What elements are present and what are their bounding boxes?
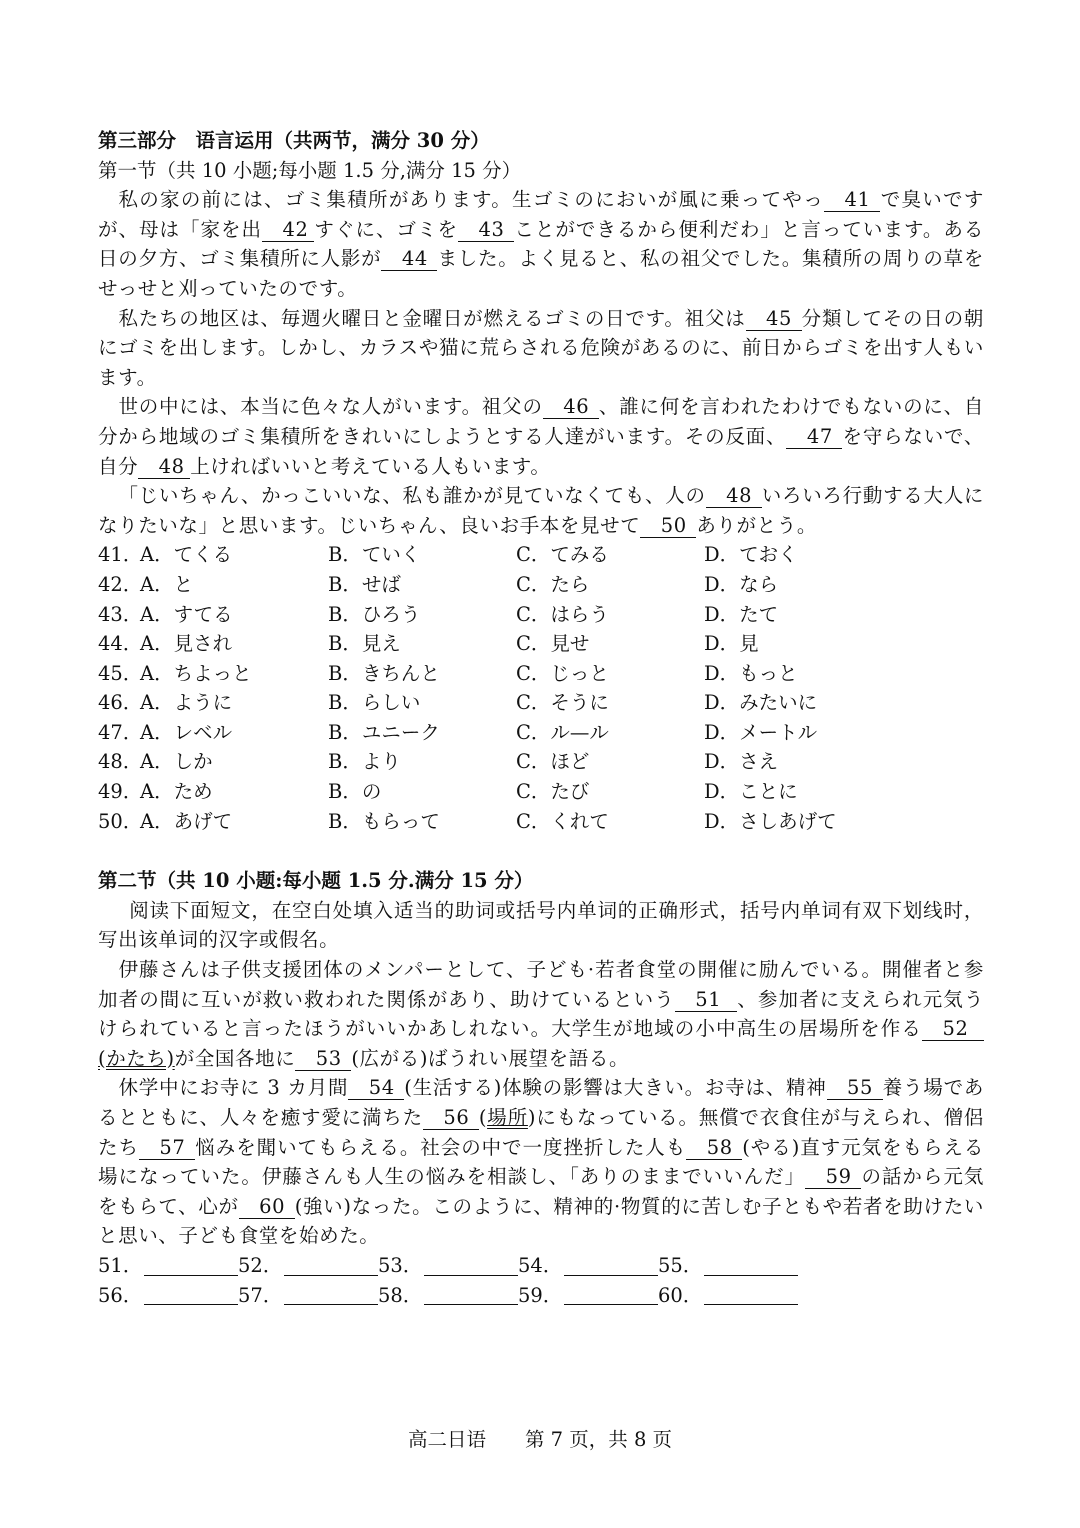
question-number: 46． bbox=[98, 691, 143, 715]
blank-52[interactable]: 52 bbox=[922, 1018, 984, 1041]
option-d[interactable]: D．なら bbox=[704, 572, 779, 596]
answer-line[interactable] bbox=[424, 1259, 518, 1276]
option-d[interactable]: D．ておく bbox=[704, 543, 798, 567]
option-b[interactable]: B．らしい bbox=[328, 691, 421, 715]
option-c[interactable]: C．てみる bbox=[516, 543, 609, 567]
option-d[interactable]: D．見 bbox=[704, 632, 759, 656]
option-d[interactable]: D．みたいに bbox=[704, 691, 818, 715]
passage2-paragraph-2: 休学中にお寺に 3 カ月間 54 (生活する)体験の影響は大きい。お寺は、精神 55 養う場であるとともに、人々を癒す愛に満ちた 56 (場所)にもなっている。無償で衣食住が与えられ、僧侶たち 57 悩みを聞いてもらえる。社会の中で一度挫折した人も 58 (やる)直す元気をもらえる場になっていた。伊藤さんも人生の悩みを相談し、「ありのままでいいんだ」 59 の話から元気をもらて、心が 60 (強い)なった。このように、精神的·物質的に苦しむ子ともや若者を助けたいと思い、子ども食堂を始めた。 bbox=[98, 1076, 985, 1248]
part3-title: 第三部分 语言运用（共两节，满分 30 分） bbox=[98, 129, 490, 152]
question-number: 42． bbox=[98, 572, 143, 596]
option-a[interactable]: A．てくる bbox=[140, 543, 233, 567]
blank-57[interactable]: 57 bbox=[139, 1137, 195, 1160]
option-a[interactable]: A．ため bbox=[140, 780, 213, 804]
option-a[interactable]: A．あげて bbox=[140, 809, 233, 833]
answer-slot[interactable]: 58． bbox=[378, 1281, 518, 1311]
blank-49[interactable]: 48 bbox=[706, 485, 762, 508]
option-a[interactable]: A．レベル bbox=[140, 720, 233, 744]
answer-slot[interactable]: 51． bbox=[98, 1251, 238, 1281]
question-number: 48． bbox=[98, 750, 143, 774]
multiple-choice-list bbox=[98, 540, 984, 836]
word-60: (強い) bbox=[294, 1194, 352, 1218]
passage2-paragraph-1: 伊藤さんは子供支援团体のメンパーとして、子ども·若者食堂の開催に励んでいる。開催者と参加者の間に互いが救い救われた関係があり、助けているという 51 、参加者に支えられ元気うけられていると言ったほうがいいかあしれない。大学生が地域の小中高生の居場所を作る 52(かたち)が全国各地に 53 (広がる)ばうれい展望を語る。 bbox=[98, 958, 984, 1070]
question-row bbox=[98, 659, 984, 689]
question-number: 44． bbox=[98, 632, 143, 656]
question-number: 49． bbox=[98, 780, 143, 804]
answer-slot[interactable]: 60． bbox=[658, 1281, 798, 1311]
question-row bbox=[98, 688, 984, 718]
answer-line[interactable] bbox=[564, 1288, 658, 1305]
option-a[interactable]: A．ちよっと bbox=[140, 661, 252, 685]
option-a[interactable]: A．しか bbox=[140, 750, 213, 774]
answer-slot[interactable]: 55． bbox=[658, 1251, 798, 1281]
option-d[interactable]: D．さえ bbox=[704, 750, 779, 774]
option-d[interactable]: D．たて bbox=[704, 602, 779, 626]
question-row bbox=[98, 747, 984, 777]
passage1-paragraph-3: 世の中には、本当に色々な人がいます。祖父の 46 、誰に何を言われたわけでもないのに、自分から地域のゴミ集積所をきれいにしようとする人達がいます。その反面、 47 を守らないで、自分 48 上ければいいと考えている人もいます。 bbox=[98, 395, 985, 478]
blank-44[interactable]: 44 bbox=[381, 248, 437, 271]
exam-page bbox=[98, 126, 984, 1310]
word-56: 場所 bbox=[487, 1106, 528, 1129]
blank-43[interactable]: 43 bbox=[458, 219, 514, 242]
answer-line[interactable] bbox=[704, 1288, 798, 1305]
option-c[interactable]: C．たび bbox=[516, 780, 590, 804]
option-a[interactable]: A．すてる bbox=[140, 602, 233, 626]
question-row bbox=[98, 718, 984, 748]
answer-slot[interactable]: 57． bbox=[238, 1281, 378, 1311]
option-b[interactable]: B．せば bbox=[328, 572, 401, 596]
question-number: 43． bbox=[98, 602, 143, 626]
blank-45[interactable]: 45 bbox=[746, 308, 802, 331]
section2-title: 第二节（共 10 小题:每小题 1.5 分.满分 15 分） bbox=[98, 869, 534, 893]
question-row bbox=[98, 540, 984, 570]
question-number: 50． bbox=[98, 809, 143, 833]
answer-line[interactable] bbox=[284, 1288, 378, 1305]
answer-slot[interactable]: 53． bbox=[378, 1251, 518, 1281]
answer-line[interactable] bbox=[704, 1259, 798, 1276]
blank-60[interactable]: 60 bbox=[239, 1196, 295, 1219]
option-a[interactable]: A．と bbox=[140, 572, 194, 596]
question-row bbox=[98, 807, 984, 837]
blank-55[interactable]: 55 bbox=[827, 1077, 883, 1100]
answer-row-2 bbox=[98, 1281, 984, 1311]
question-row bbox=[98, 570, 984, 600]
option-b[interactable]: B．より bbox=[328, 750, 401, 774]
option-c[interactable]: C．くれて bbox=[516, 809, 609, 833]
option-d[interactable]: D．さしあげて bbox=[704, 809, 837, 833]
word-52: (かたち) bbox=[98, 1046, 175, 1070]
option-a[interactable]: A．ように bbox=[140, 691, 233, 715]
answer-slot[interactable]: 56． bbox=[98, 1281, 238, 1311]
blank-56[interactable]: 56 bbox=[423, 1107, 479, 1130]
option-b[interactable]: B．見え bbox=[328, 632, 401, 656]
word-58: (やる) bbox=[742, 1135, 800, 1159]
answer-line[interactable] bbox=[564, 1259, 658, 1276]
answer-line[interactable] bbox=[144, 1259, 238, 1276]
answer-line[interactable] bbox=[424, 1288, 518, 1305]
answer-slot[interactable]: 54． bbox=[518, 1251, 658, 1281]
option-b[interactable]: B．きちんと bbox=[328, 661, 440, 685]
option-b[interactable]: B．ユニーク bbox=[328, 720, 440, 744]
blank-53[interactable]: 53 bbox=[295, 1048, 351, 1071]
blank-48[interactable]: 48 bbox=[138, 456, 190, 479]
option-c[interactable]: C．たら bbox=[516, 572, 590, 596]
option-c[interactable]: C．ほど bbox=[516, 750, 590, 774]
option-b[interactable]: B．ていく bbox=[328, 543, 421, 567]
answer-slot[interactable]: 52． bbox=[238, 1251, 378, 1281]
passage1-paragraph-4: 「じいちゃん、かっこいいな、私も誰かが見ていなくても、人の 48 いろいろ行動する大人になりたいな」と思います。じいちゃん、良いお手本を見せて 50 ありがとう。 bbox=[98, 484, 984, 537]
option-c[interactable]: C．ル—ル bbox=[516, 720, 609, 744]
blank-59[interactable]: 59 bbox=[805, 1166, 861, 1189]
option-c[interactable]: C．じっと bbox=[516, 661, 609, 685]
question-row bbox=[98, 777, 984, 807]
answer-row-1 bbox=[98, 1251, 984, 1281]
question-number: 45． bbox=[98, 661, 143, 685]
section1-title: 第一节（共 10 小题;每小题 1.5 分,满分 15 分） bbox=[98, 158, 522, 182]
blank-50[interactable]: 50 bbox=[640, 515, 696, 538]
answer-line[interactable] bbox=[144, 1288, 238, 1305]
option-c[interactable]: C．はらう bbox=[516, 602, 609, 626]
answer-line[interactable] bbox=[284, 1259, 378, 1276]
word-54: (生活する) bbox=[404, 1076, 502, 1100]
passage1-paragraph-2: 私たちの地区は、毎週火曜日と金曜日が燃えるゴミの日です。祖父は 45 分類してその日の朝にゴミを出します。しかし、カラスや猫に荒らされる危険があるのに、前日からゴミを出す人もいます。 bbox=[98, 306, 984, 389]
section2-instruction: 阅读下面短文，在空白处填入适当的助词或括号内单词的正确形式，括号内单词有双下划线时，写出该单词的汉字或假名。 bbox=[98, 898, 984, 952]
question-number: 47． bbox=[98, 720, 143, 744]
option-d[interactable]: D．もっと bbox=[704, 661, 798, 685]
page-footer: 高二日语 第 7 页，共 8 页 bbox=[407, 1428, 673, 1451]
blank-42[interactable]: 42 bbox=[262, 219, 314, 242]
option-c[interactable]: C．見せ bbox=[516, 632, 590, 656]
answer-slot[interactable]: 59． bbox=[518, 1281, 658, 1311]
option-b[interactable]: B．ひろう bbox=[328, 602, 421, 626]
blank-51[interactable]: 51 bbox=[675, 989, 737, 1012]
question-row bbox=[98, 629, 984, 659]
question-number: 41． bbox=[98, 543, 143, 567]
passage1-paragraph-1: 私の家の前には、ゴミ集積所があります。生ゴミのにおいが風に乗ってやっ 41 で臭いですが、母は「家を出 42 すぐに、ゴミを 43 ことができるから便利だわ」と言っています。ある日の夕方、ゴミ集積所に人影が 44 ました。よく見ると、私の祖父でした。集積所の周りの草をせっせと刈っていたのです。 bbox=[98, 188, 985, 300]
option-d[interactable]: D．メートル bbox=[704, 720, 818, 744]
question-row bbox=[98, 600, 984, 630]
blank-54[interactable]: 54 bbox=[348, 1077, 404, 1100]
blank-46[interactable]: 46 bbox=[543, 396, 599, 419]
blank-41[interactable]: 41 bbox=[824, 189, 880, 212]
blank-47[interactable]: 47 bbox=[786, 426, 842, 449]
option-b[interactable]: B．もらって bbox=[328, 809, 440, 833]
option-a[interactable]: A．見され bbox=[140, 632, 233, 656]
option-d[interactable]: D．ことに bbox=[704, 780, 798, 804]
word-53: (広がる) bbox=[351, 1046, 429, 1070]
option-b[interactable]: B．の bbox=[328, 780, 382, 804]
option-c[interactable]: C．そうに bbox=[516, 691, 609, 715]
blank-58[interactable]: 58 bbox=[686, 1137, 742, 1160]
